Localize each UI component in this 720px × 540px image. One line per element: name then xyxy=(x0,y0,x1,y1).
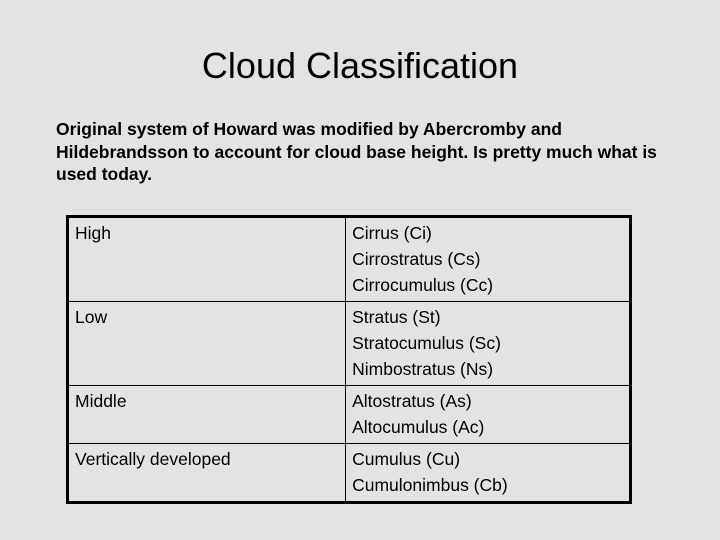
cloud-type: Stratocumulus (Sc) xyxy=(352,333,501,353)
cloud-type: Stratus (St) xyxy=(352,307,441,327)
table-row-low xyxy=(68,302,631,386)
table-row-middle xyxy=(68,386,631,444)
types-cell xyxy=(346,302,631,386)
types-cell xyxy=(346,217,631,302)
level-cell: Middle xyxy=(68,386,346,444)
intro-paragraph: Original system of Howard was modified by Abercromby and Hildebrandsson to account for cloud base height. Is pretty much what is used today. xyxy=(56,119,657,184)
cloud-type: Cirrostratus (Cs) xyxy=(352,249,481,269)
cloud-type: Nimbostratus (Ns) xyxy=(352,359,494,379)
cloud-type: Cumulus (Cu) xyxy=(352,449,461,469)
cloud-type: Altostratus (As) xyxy=(352,391,472,411)
types-cell xyxy=(346,386,631,444)
cloud-classification-table xyxy=(66,215,632,504)
table-row-high xyxy=(68,217,631,302)
slide-title: Cloud Classification xyxy=(201,45,519,86)
table-row-vertically-developed xyxy=(68,444,631,503)
level-cell: Vertically developed xyxy=(68,444,346,503)
level-cell: High xyxy=(68,217,346,302)
cloud-type: Cirrus (Ci) xyxy=(352,223,432,243)
cloud-type: Altocumulus (Ac) xyxy=(352,417,485,437)
level-cell: Low xyxy=(68,302,346,386)
cloud-type: Cirrocumulus (Cc) xyxy=(352,275,494,295)
types-cell xyxy=(346,444,631,503)
cloud-type: Cumulonimbus (Cb) xyxy=(352,475,508,495)
